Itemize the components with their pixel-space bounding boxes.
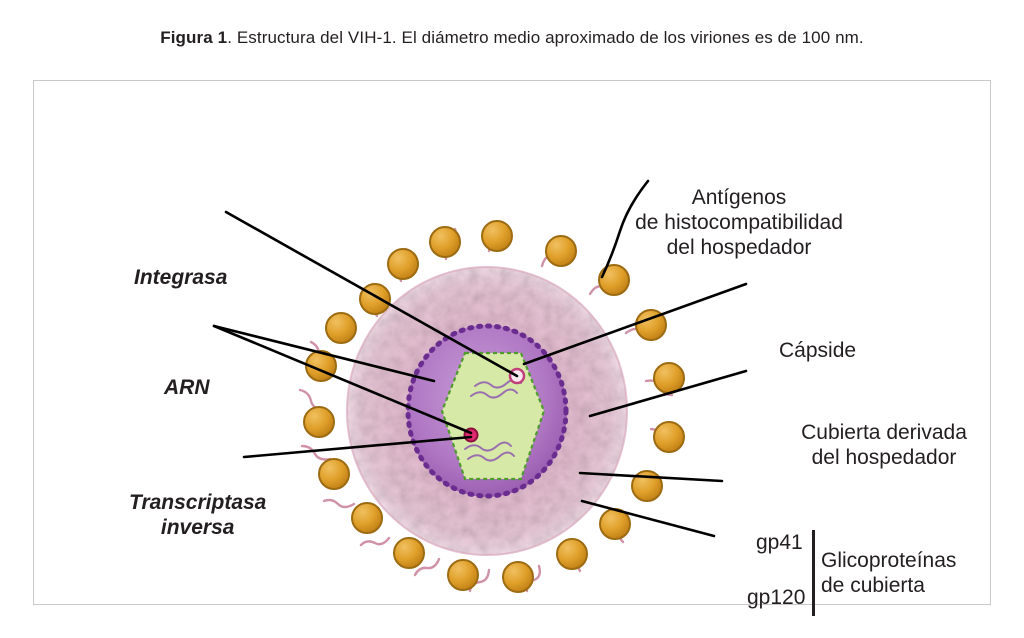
label-gp120: gp120	[747, 586, 806, 609]
label-capside: Cápside	[779, 339, 857, 362]
glicoproteinas-bracket	[812, 530, 815, 616]
figure-caption-text: . Estructura del VIH-1. El diámetro medio aproximado de los viriones es de 100 nm.	[227, 28, 864, 47]
label-transcriptasa-line2: inversa	[160, 515, 235, 539]
figure-frame	[33, 80, 991, 609]
label-cubierta-line1: Cubierta derivada	[801, 421, 967, 444]
label-glicoproteinas-cubierta	[821, 549, 981, 599]
label-transcriptasa-line1: Transcriptasa	[129, 491, 267, 514]
label-transcriptasa-inversa	[129, 491, 266, 541]
label-antigenos-line1: Antígenos	[691, 186, 787, 209]
figure-caption-label: Figura 1	[160, 28, 228, 47]
label-antigenos-line3: del hospedador	[666, 235, 812, 259]
label-arn: ARN	[164, 376, 210, 399]
label-antigenos-histocompatibilidad	[589, 186, 889, 260]
label-cubierta-hospedador	[789, 421, 979, 471]
figure-caption	[0, 28, 1024, 48]
label-antigenos-line2: de histocompatibilidad	[635, 210, 843, 234]
label-glicoproteinas-line1: Glicoproteínas	[821, 549, 957, 572]
label-cubierta-line2: del hospedador	[811, 445, 957, 469]
label-integrasa: Integrasa	[134, 266, 228, 289]
label-gp41: gp41	[756, 531, 803, 554]
label-glicoproteinas-line2: de cubierta	[821, 573, 925, 597]
